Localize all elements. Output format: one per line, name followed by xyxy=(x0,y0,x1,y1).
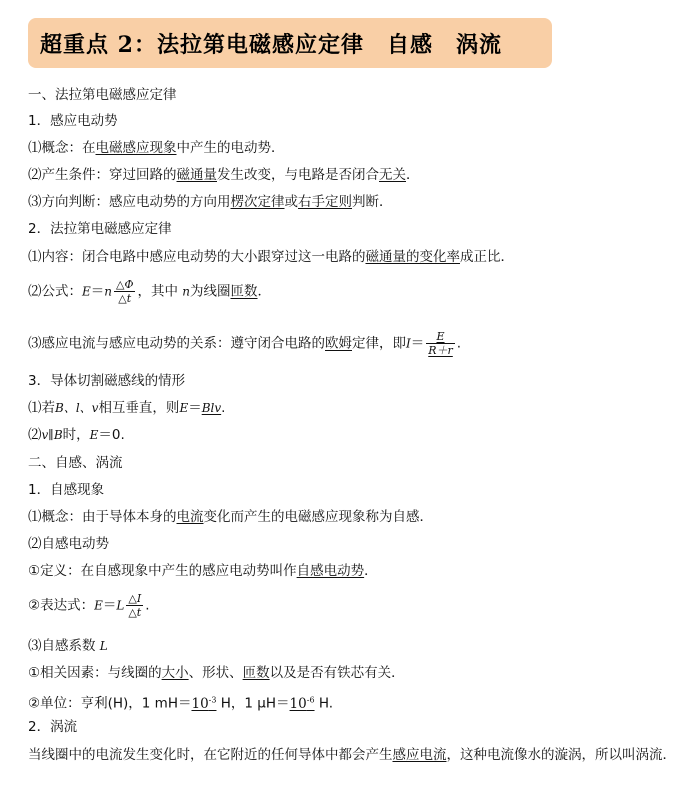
math-op: ＝ xyxy=(188,400,202,416)
text: H，1 μH＝ xyxy=(220,695,290,712)
blank-answer: 无关 xyxy=(379,167,406,183)
subsection-heading: 1．自感现象 xyxy=(28,482,105,498)
text: ⑶感应电流与感应电动势的关系：遵守闭合电路的 xyxy=(28,335,325,352)
fraction-numerator: △I xyxy=(126,592,143,606)
exponent: -3 xyxy=(208,695,217,704)
blank-answer xyxy=(290,696,315,712)
text: ⑵ xyxy=(28,427,42,443)
blank-answer: 欧姆 xyxy=(325,335,352,352)
blank-answer: Blv xyxy=(201,401,222,415)
text: . xyxy=(221,400,226,416)
blank-answer: 磁通量 xyxy=(176,167,217,183)
paragraph xyxy=(28,166,420,184)
text: ②单位：亨利(H)，1 mH＝ xyxy=(28,695,192,712)
text: 变化而产生的电磁感应现象称为自感． xyxy=(203,509,433,525)
subsection-heading: 3．导体切割磁感线的情形 xyxy=(28,373,186,389)
fraction-numerator: △Φ xyxy=(116,278,134,291)
exponent: -6 xyxy=(306,695,315,704)
paragraph xyxy=(28,508,433,526)
formula-line xyxy=(28,399,225,417)
subsection-heading: 2．涡流 xyxy=(28,719,78,735)
title-banner xyxy=(28,18,552,68)
text: . xyxy=(145,597,150,614)
subsection-heading: 1．感应电动势 xyxy=(28,113,118,129)
text: ，这种电流像水的漩涡，所以叫涡流． xyxy=(446,747,676,763)
blank-answer: 右手定则 xyxy=(298,194,352,210)
text: ＝0. xyxy=(98,427,125,443)
text: 以及是否有铁芯有关． xyxy=(269,665,405,681)
text: 、形状、 xyxy=(188,665,243,681)
text: ． xyxy=(364,563,378,579)
math-op: ＝ xyxy=(90,283,105,300)
text: 当线圈中的电流发生变化时，在它附近的任何导体中都会产生 xyxy=(28,747,393,763)
power-base: 10 xyxy=(191,695,209,712)
text: 判断． xyxy=(352,194,393,210)
math-var: I xyxy=(406,336,411,351)
fraction xyxy=(126,592,143,619)
math-var: E xyxy=(94,598,103,613)
fraction-denominator: △t xyxy=(128,606,142,619)
text: 成正比． xyxy=(460,249,514,265)
math-var: E xyxy=(179,401,189,415)
paragraph xyxy=(28,193,393,211)
blank-answer: 自感电动势 xyxy=(296,563,365,579)
paragraph xyxy=(28,139,285,157)
text: ②表达式： xyxy=(28,597,95,614)
blank-answer: 匝数 xyxy=(242,665,270,681)
subsection-heading: 2．法拉第电磁感应定律 xyxy=(28,221,172,237)
text: 中产生的电动势． xyxy=(176,140,285,156)
math-var: L xyxy=(116,598,125,613)
text: . xyxy=(456,335,462,352)
blank-answer: 电流 xyxy=(176,509,204,525)
power-base: 10 xyxy=(289,695,307,712)
text: ⑴概念：在 xyxy=(28,140,96,156)
text: ⑵产生条件：穿过回路的 xyxy=(28,167,177,183)
text: ⑶自感系数 xyxy=(28,638,96,654)
blank-answer xyxy=(191,696,216,712)
formula-line xyxy=(28,330,461,357)
text: H. xyxy=(318,695,334,712)
math-var: E xyxy=(89,428,99,442)
paragraph xyxy=(28,744,678,766)
paragraph xyxy=(28,664,405,682)
paragraph xyxy=(28,248,514,266)
section-heading: 一、法拉第电磁感应定律 xyxy=(28,87,177,103)
text: ． xyxy=(406,167,420,183)
formula-line xyxy=(28,426,125,444)
blank-answer: 磁通量的变化率 xyxy=(365,249,460,265)
text: 发生改变，与电路是否闭合 xyxy=(217,167,379,183)
text: ⑴内容：闭合电路中感应电动势的大小跟穿过这一电路的 xyxy=(28,249,366,265)
fraction-denominator: △t xyxy=(118,292,132,305)
fraction-numerator: E xyxy=(426,330,455,344)
math-var: E xyxy=(82,284,91,299)
text: 为线圈 xyxy=(190,283,231,300)
fraction xyxy=(426,330,455,357)
math-var: L xyxy=(99,639,108,653)
blank-answer: 楞次定律 xyxy=(230,194,285,210)
formula-line xyxy=(28,592,150,619)
text: ，其中 xyxy=(137,283,178,300)
text: ⑵公式： xyxy=(28,283,82,300)
math-vars: v∥B xyxy=(41,428,63,442)
text: ①定义：在自感现象中产生的感应电动势叫作 xyxy=(28,563,297,579)
blank-answer: 电磁感应现象 xyxy=(95,140,177,156)
fraction-denominator: R＋r xyxy=(428,344,453,357)
text: ⑴概念：由于导体本身的 xyxy=(28,509,177,525)
formula-line xyxy=(28,637,108,655)
blank-answer: 感应电流 xyxy=(392,747,447,763)
text: ⑴若 xyxy=(28,400,55,416)
formula-line xyxy=(28,691,333,713)
math-vars: B、l、v xyxy=(55,401,99,415)
blank-answer: 大小 xyxy=(161,665,189,681)
text: ． xyxy=(257,283,272,300)
math-op: ＝ xyxy=(410,335,425,352)
text: ⑶方向判断：感应电动势的方向用 xyxy=(28,194,231,210)
page-title: 超重点 2：法拉第电磁感应定律 自感 涡流 xyxy=(40,32,502,58)
formula-line xyxy=(28,278,271,305)
math-op: ＝ xyxy=(102,597,117,614)
section-heading: 二、自感、涡流 xyxy=(28,455,123,471)
blank-answer: 匝数 xyxy=(230,283,258,300)
text: 时， xyxy=(62,427,90,443)
paragraph xyxy=(28,562,378,580)
math-var: n xyxy=(104,284,112,299)
math-var: n xyxy=(182,284,191,299)
paragraph: ⑵自感电动势 xyxy=(28,536,109,552)
text: 相互垂直，则 xyxy=(98,400,180,416)
text: 或 xyxy=(284,194,298,210)
fraction xyxy=(114,278,135,305)
text: ①相关因素：与线圈的 xyxy=(28,665,162,681)
text: 定律，即 xyxy=(352,335,406,352)
